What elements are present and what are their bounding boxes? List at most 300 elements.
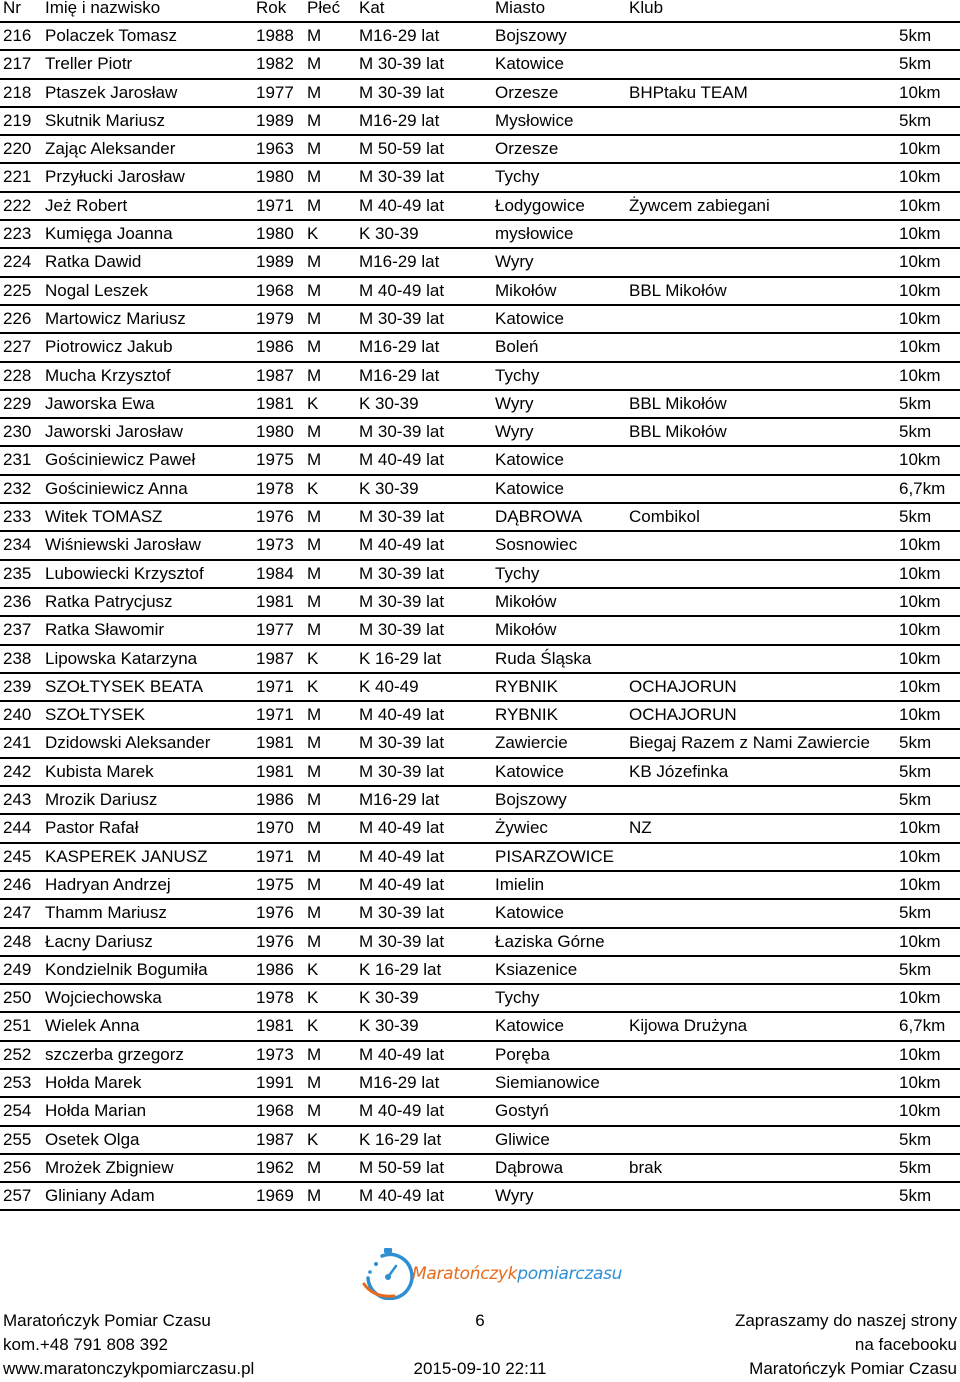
cell-distance: 5km	[899, 26, 932, 45]
cell-nr: 239	[3, 676, 32, 696]
cell-name: Ratka Sławomir	[45, 620, 165, 640]
cell-rok: 1977	[256, 82, 294, 102]
cell-klub: OCHAJORUN	[629, 705, 737, 725]
cell-rok: 1963	[256, 139, 294, 159]
cell-miasto: Orzesze	[495, 139, 559, 159]
cell-nr: 249	[3, 959, 32, 979]
cell-plec: M	[307, 1044, 322, 1064]
table-row	[0, 559, 960, 587]
cell-kat: M 40-49 lat	[359, 195, 445, 215]
cell-kat: K 30-39	[359, 988, 419, 1008]
cell-nr: 232	[3, 478, 32, 498]
cell-plec: M	[307, 818, 322, 838]
cell-nr: 237	[3, 620, 32, 640]
cell-distance: 5km	[899, 393, 932, 413]
cell-name: Polaczek Tomasz	[45, 26, 177, 45]
cell-plec: M	[307, 422, 322, 442]
cell-miasto: Dąbrowa	[495, 1157, 564, 1177]
cell-kat: M 40-49 lat	[359, 874, 445, 894]
cell-plec: M	[307, 308, 322, 328]
cell-rok: 1975	[256, 874, 294, 894]
cell-distance: 5km	[899, 903, 932, 923]
cell-distance: 5km	[899, 959, 932, 979]
cell-klub: brak	[629, 1157, 663, 1177]
cell-nr: 250	[3, 988, 32, 1008]
cell-rok: 1987	[256, 648, 294, 668]
cell-miasto: Łaziska Górne	[495, 931, 605, 951]
cell-distance: 10km	[899, 591, 941, 611]
cell-rok: 1977	[256, 620, 294, 640]
cell-kat: M16-29 lat	[359, 252, 440, 272]
header-name: Imię i nazwisko	[45, 0, 161, 17]
cell-kat: M16-29 lat	[359, 26, 440, 45]
table-row	[0, 134, 960, 162]
cell-miasto: Ruda Śląska	[495, 648, 592, 668]
cell-rok: 1970	[256, 818, 294, 838]
cell-nr: 219	[3, 110, 32, 130]
cell-rok: 1971	[256, 846, 294, 866]
cell-kat: M 30-39 lat	[359, 620, 445, 640]
cell-kat: M16-29 lat	[359, 337, 440, 357]
cell-nr: 229	[3, 393, 32, 413]
cell-plec: K	[307, 676, 319, 696]
cell-kat: M16-29 lat	[359, 365, 440, 385]
cell-nr: 234	[3, 535, 32, 555]
results-table	[0, 21, 960, 1211]
cell-name: Skutnik Mariusz	[45, 110, 165, 130]
cell-name: Wojciechowska	[45, 988, 162, 1008]
cell-nr: 217	[3, 54, 32, 74]
cell-miasto: Mikołów	[495, 591, 557, 611]
table-row	[0, 728, 960, 756]
cell-distance: 10km	[899, 620, 941, 640]
cell-rok: 1973	[256, 535, 294, 555]
cell-rok: 1968	[256, 1101, 294, 1121]
cell-kat: M 30-39 lat	[359, 308, 445, 328]
cell-rok: 1976	[256, 507, 294, 527]
cell-plec: M	[307, 365, 322, 385]
cell-rok: 1986	[256, 337, 294, 357]
cell-rok: 1987	[256, 365, 294, 385]
cell-rok: 1989	[256, 252, 294, 272]
cell-nr: 231	[3, 450, 32, 470]
cell-distance: 10km	[899, 705, 941, 725]
cell-name: Nogal Leszek	[45, 280, 149, 300]
cell-nr: 248	[3, 931, 32, 951]
header-miasto: Miasto	[495, 0, 546, 17]
cell-miasto: Łodygowice	[495, 195, 585, 215]
cell-klub: NZ	[629, 818, 652, 838]
cell-nr: 240	[3, 705, 32, 725]
table-row	[0, 785, 960, 813]
cell-plec: M	[307, 337, 322, 357]
cell-plec: K	[307, 478, 319, 498]
cell-nr: 225	[3, 280, 32, 300]
table-row	[0, 361, 960, 389]
cell-nr: 216	[3, 26, 32, 45]
cell-miasto: Katowice	[495, 308, 564, 328]
cell-plec: K	[307, 224, 319, 244]
cell-rok: 1976	[256, 931, 294, 951]
table-row	[0, 1153, 960, 1181]
cell-kat: K 40-49	[359, 676, 419, 696]
cell-rok: 1976	[256, 903, 294, 923]
header-klub: Klub	[629, 0, 664, 17]
cell-nr: 256	[3, 1157, 32, 1177]
cell-miasto: Zawiercie	[495, 733, 568, 753]
cell-kat: K 30-39	[359, 224, 419, 244]
cell-name: Kubista Marek	[45, 761, 154, 781]
cell-miasto: Bojszowy	[495, 790, 567, 810]
cell-kat: M 30-39 lat	[359, 761, 445, 781]
cell-name: Kumięga Joanna	[45, 224, 173, 244]
cell-plec: M	[307, 54, 322, 74]
cell-name: Mucha Krzysztof	[45, 365, 171, 385]
cell-plec: M	[307, 620, 322, 640]
cell-distance: 10km	[899, 818, 941, 838]
table-row	[0, 1125, 960, 1153]
cell-kat: M 30-39 lat	[359, 903, 445, 923]
cell-plec: M	[307, 1186, 322, 1206]
cell-miasto: Gostyń	[495, 1101, 549, 1121]
cell-distance: 10km	[899, 139, 941, 159]
cell-miasto: Katowice	[495, 478, 564, 498]
table-row	[0, 615, 960, 643]
cell-kat: M 40-49 lat	[359, 450, 445, 470]
table-row	[0, 1181, 960, 1211]
cell-miasto: Tychy	[495, 563, 540, 583]
cell-name: Hołda Marek	[45, 1072, 142, 1092]
cell-miasto: DĄBROWA	[495, 507, 583, 527]
table-row	[0, 21, 960, 49]
cell-nr: 228	[3, 365, 32, 385]
cell-distance: 6,7km	[899, 478, 946, 498]
cell-kat: M 50-59 lat	[359, 139, 445, 159]
cell-rok: 1989	[256, 110, 294, 130]
table-row	[0, 1011, 960, 1039]
cell-miasto: Tychy	[495, 167, 540, 187]
cell-name: Thamm Mariusz	[45, 903, 167, 923]
cell-klub: KB Józefinka	[629, 761, 729, 781]
cell-plec: M	[307, 1072, 322, 1092]
page-number: 6	[475, 1311, 485, 1330]
cell-plec: M	[307, 450, 322, 470]
cell-miasto: Imielin	[495, 874, 545, 894]
cell-rok: 1962	[256, 1157, 294, 1177]
cell-kat: M 30-39 lat	[359, 931, 445, 951]
cell-miasto: Sosnowiec	[495, 535, 578, 555]
cell-kat: K 30-39	[359, 1016, 419, 1036]
table-row	[0, 870, 960, 898]
cell-name: Przyłucki Jarosław	[45, 167, 185, 187]
cell-kat: M 50-59 lat	[359, 1157, 445, 1177]
cell-plec: M	[307, 507, 322, 527]
cell-plec: M	[307, 535, 322, 555]
cell-rok: 1984	[256, 563, 294, 583]
cell-name: SZOŁTYSEK	[45, 705, 146, 725]
cell-plec: M	[307, 846, 322, 866]
cell-nr: 226	[3, 308, 32, 328]
logo-text: Maratończykpomiarczasu	[412, 1264, 623, 1284]
cell-nr: 247	[3, 903, 32, 923]
cell-distance: 10km	[899, 167, 941, 187]
cell-rok: 1986	[256, 790, 294, 810]
cell-rok: 1986	[256, 959, 294, 979]
table-row	[0, 474, 960, 502]
header-kat: Kat	[359, 0, 385, 17]
cell-plec: M	[307, 790, 322, 810]
cell-plec: K	[307, 1016, 319, 1036]
cell-klub: BBL Mikołów	[629, 422, 727, 442]
cell-nr: 233	[3, 507, 32, 527]
cell-plec: M	[307, 761, 322, 781]
cell-distance: 5km	[899, 54, 932, 74]
cell-kat: M 40-49 lat	[359, 705, 445, 725]
table-header	[0, 0, 960, 18]
cell-nr: 241	[3, 733, 32, 753]
cell-plec: M	[307, 931, 322, 951]
cell-kat: M 30-39 lat	[359, 733, 445, 753]
cell-nr: 244	[3, 818, 32, 838]
cell-nr: 222	[3, 195, 32, 215]
cell-miasto: Katowice	[495, 761, 564, 781]
cell-name: Pastor Rafał	[45, 818, 139, 838]
cell-rok: 1980	[256, 422, 294, 442]
table-row	[0, 587, 960, 615]
cell-kat: M 40-49 lat	[359, 280, 445, 300]
table-row	[0, 842, 960, 870]
cell-miasto: Katowice	[495, 1016, 564, 1036]
cell-distance: 10km	[899, 1101, 941, 1121]
cell-distance: 5km	[899, 110, 932, 130]
cell-miasto: Mikołów	[495, 620, 557, 640]
cell-distance: 5km	[899, 761, 932, 781]
cell-rok: 1980	[256, 224, 294, 244]
cell-nr: 245	[3, 846, 32, 866]
cell-plec: M	[307, 1157, 322, 1177]
footer-phone: kom.+48 791 808 392	[3, 1335, 168, 1354]
cell-name: KASPEREK JANUSZ	[45, 846, 208, 866]
cell-miasto: Wyry	[495, 252, 534, 272]
cell-plec: M	[307, 139, 322, 159]
cell-miasto: PISARZOWICE	[495, 846, 615, 866]
cell-distance: 10km	[899, 846, 941, 866]
cell-distance: 10km	[899, 308, 941, 328]
cell-name: Gościniewicz Anna	[45, 478, 188, 498]
cell-miasto: RYBNIK	[495, 705, 558, 725]
header-rok: Rok	[256, 0, 287, 17]
cell-miasto: RYBNIK	[495, 676, 558, 696]
cell-miasto: Katowice	[495, 54, 564, 74]
table-row	[0, 78, 960, 106]
cell-kat: M 30-39 lat	[359, 422, 445, 442]
table-row	[0, 276, 960, 304]
cell-distance: 10km	[899, 224, 941, 244]
cell-nr: 243	[3, 790, 32, 810]
cell-name: Ratka Patrycjusz	[45, 591, 173, 611]
footer-facebook: na facebooku	[854, 1335, 957, 1354]
cell-distance: 10km	[899, 1044, 941, 1064]
cell-nr: 220	[3, 139, 32, 159]
cell-plec: M	[307, 903, 322, 923]
cell-distance: 10km	[899, 365, 941, 385]
cell-rok: 1971	[256, 705, 294, 725]
cell-nr: 255	[3, 1129, 32, 1149]
cell-klub: Kijowa Drużyna	[629, 1016, 748, 1036]
cell-miasto: Wyry	[495, 422, 534, 442]
cell-distance: 5km	[899, 1157, 932, 1177]
cell-klub: Biegaj Razem z Nami Zawiercie	[629, 733, 870, 753]
cell-kat: K 16-29 lat	[359, 648, 442, 668]
cell-rok: 1981	[256, 591, 294, 611]
header-nr: Nr	[3, 0, 21, 17]
cell-name: Ratka Dawid	[45, 252, 142, 272]
cell-distance: 5km	[899, 422, 932, 442]
cell-plec: M	[307, 167, 322, 187]
footer-datetime: 2015-09-10 22:11	[413, 1359, 547, 1378]
cell-miasto: Mikołów	[495, 280, 557, 300]
table-row	[0, 191, 960, 219]
table-row	[0, 304, 960, 332]
cell-nr: 227	[3, 337, 32, 357]
cell-plec: M	[307, 82, 322, 102]
cell-name: Witek TOMASZ	[45, 507, 163, 527]
cell-miasto: Mysłowice	[495, 110, 574, 130]
table-row	[0, 1040, 960, 1068]
table-row	[0, 389, 960, 417]
table-row	[0, 219, 960, 247]
cell-nr: 238	[3, 648, 32, 668]
cell-plec: M	[307, 1101, 322, 1121]
cell-rok: 1978	[256, 988, 294, 1008]
cell-miasto: Poręba	[495, 1044, 550, 1064]
cell-kat: M 30-39 lat	[359, 82, 445, 102]
footer-website[interactable]: www.maratonczykpomiarczasu.pl	[3, 1359, 255, 1378]
cell-miasto: Katowice	[495, 903, 564, 923]
cell-rok: 1979	[256, 308, 294, 328]
table-row	[0, 983, 960, 1011]
cell-nr: 224	[3, 252, 32, 272]
cell-name: Mrozik Dariusz	[45, 790, 158, 810]
stopwatch-icon	[360, 1244, 420, 1300]
cell-plec: M	[307, 280, 322, 300]
cell-nr: 246	[3, 874, 32, 894]
cell-kat: K 16-29 lat	[359, 959, 442, 979]
cell-rok: 1991	[256, 1072, 294, 1092]
table-row	[0, 955, 960, 983]
cell-nr: 257	[3, 1186, 32, 1206]
cell-nr: 230	[3, 422, 32, 442]
cell-name: Martowicz Mariusz	[45, 308, 186, 328]
cell-kat: K 30-39	[359, 478, 419, 498]
cell-name: Gliniany Adam	[45, 1186, 155, 1206]
table-row	[0, 757, 960, 785]
cell-rok: 1975	[256, 450, 294, 470]
cell-nr: 223	[3, 224, 32, 244]
cell-kat: M 40-49 lat	[359, 1101, 445, 1121]
cell-name: szczerba grzegorz	[45, 1044, 184, 1064]
cell-kat: M 40-49 lat	[359, 1044, 445, 1064]
cell-kat: M 30-39 lat	[359, 563, 445, 583]
cell-rok: 1978	[256, 478, 294, 498]
cell-plec: K	[307, 988, 319, 1008]
cell-name: Dzidowski Aleksander	[45, 733, 211, 753]
table-row	[0, 898, 960, 926]
cell-distance: 10km	[899, 874, 941, 894]
brand-logo	[360, 1244, 623, 1300]
cell-miasto: Wyry	[495, 393, 534, 413]
cell-kat: M 40-49 lat	[359, 1186, 445, 1206]
cell-rok: 1980	[256, 167, 294, 187]
table-row	[0, 927, 960, 955]
cell-kat: M 40-49 lat	[359, 535, 445, 555]
cell-plec: K	[307, 393, 319, 413]
cell-distance: 5km	[899, 790, 932, 810]
cell-klub: BHPtaku TEAM	[629, 82, 748, 102]
cell-name: Hadryan Andrzej	[45, 874, 171, 894]
cell-name: Hołda Marian	[45, 1101, 147, 1121]
footer-company: Maratończyk Pomiar Czasu	[3, 1311, 211, 1330]
cell-name: Gościniewicz Paweł	[45, 450, 196, 470]
cell-klub: BBL Mikołów	[629, 393, 727, 413]
cell-name: Jeż Robert	[45, 195, 128, 215]
cell-distance: 5km	[899, 507, 932, 527]
cell-kat: M 30-39 lat	[359, 167, 445, 187]
cell-rok: 1981	[256, 733, 294, 753]
cell-distance: 10km	[899, 535, 941, 555]
cell-rok: 1982	[256, 54, 294, 74]
cell-kat: K 16-29 lat	[359, 1129, 442, 1149]
table-row	[0, 1096, 960, 1124]
cell-kat: M 30-39 lat	[359, 591, 445, 611]
cell-kat: M16-29 lat	[359, 1072, 440, 1092]
cell-name: SZOŁTYSEK BEATA	[45, 676, 204, 696]
cell-miasto: Żywiec	[495, 818, 548, 838]
cell-distance: 5km	[899, 1129, 932, 1149]
header-plec: Płeć	[307, 0, 341, 17]
cell-miasto: Gliwice	[495, 1129, 550, 1149]
cell-distance: 10km	[899, 252, 941, 272]
cell-name: Piotrowicz Jakub	[45, 337, 173, 357]
cell-plec: M	[307, 733, 322, 753]
cell-name: Zając Aleksander	[45, 139, 176, 159]
cell-nr: 236	[3, 591, 32, 611]
cell-kat: M 30-39 lat	[359, 507, 445, 527]
cell-name: Lipowska Katarzyna	[45, 648, 198, 668]
cell-rok: 1968	[256, 280, 294, 300]
cell-nr: 218	[3, 82, 32, 102]
cell-nr: 254	[3, 1101, 32, 1121]
footer-invite: Zapraszamy do naszej strony	[734, 1311, 957, 1330]
cell-plec: M	[307, 874, 322, 894]
table-row	[0, 700, 960, 728]
table-row	[0, 530, 960, 558]
cell-nr: 221	[3, 167, 32, 187]
cell-distance: 10km	[899, 82, 941, 102]
table-row	[0, 813, 960, 841]
cell-miasto: Boleń	[495, 337, 539, 357]
cell-nr: 252	[3, 1044, 32, 1064]
cell-nr: 251	[3, 1016, 32, 1036]
cell-distance: 10km	[899, 563, 941, 583]
cell-rok: 1981	[256, 1016, 294, 1036]
cell-name: Lubowiecki Krzysztof	[45, 563, 204, 583]
cell-distance: 5km	[899, 733, 932, 753]
cell-miasto: Siemianowice	[495, 1072, 600, 1092]
cell-distance: 5km	[899, 1186, 932, 1206]
cell-miasto: Bojszowy	[495, 26, 567, 45]
cell-rok: 1969	[256, 1186, 294, 1206]
